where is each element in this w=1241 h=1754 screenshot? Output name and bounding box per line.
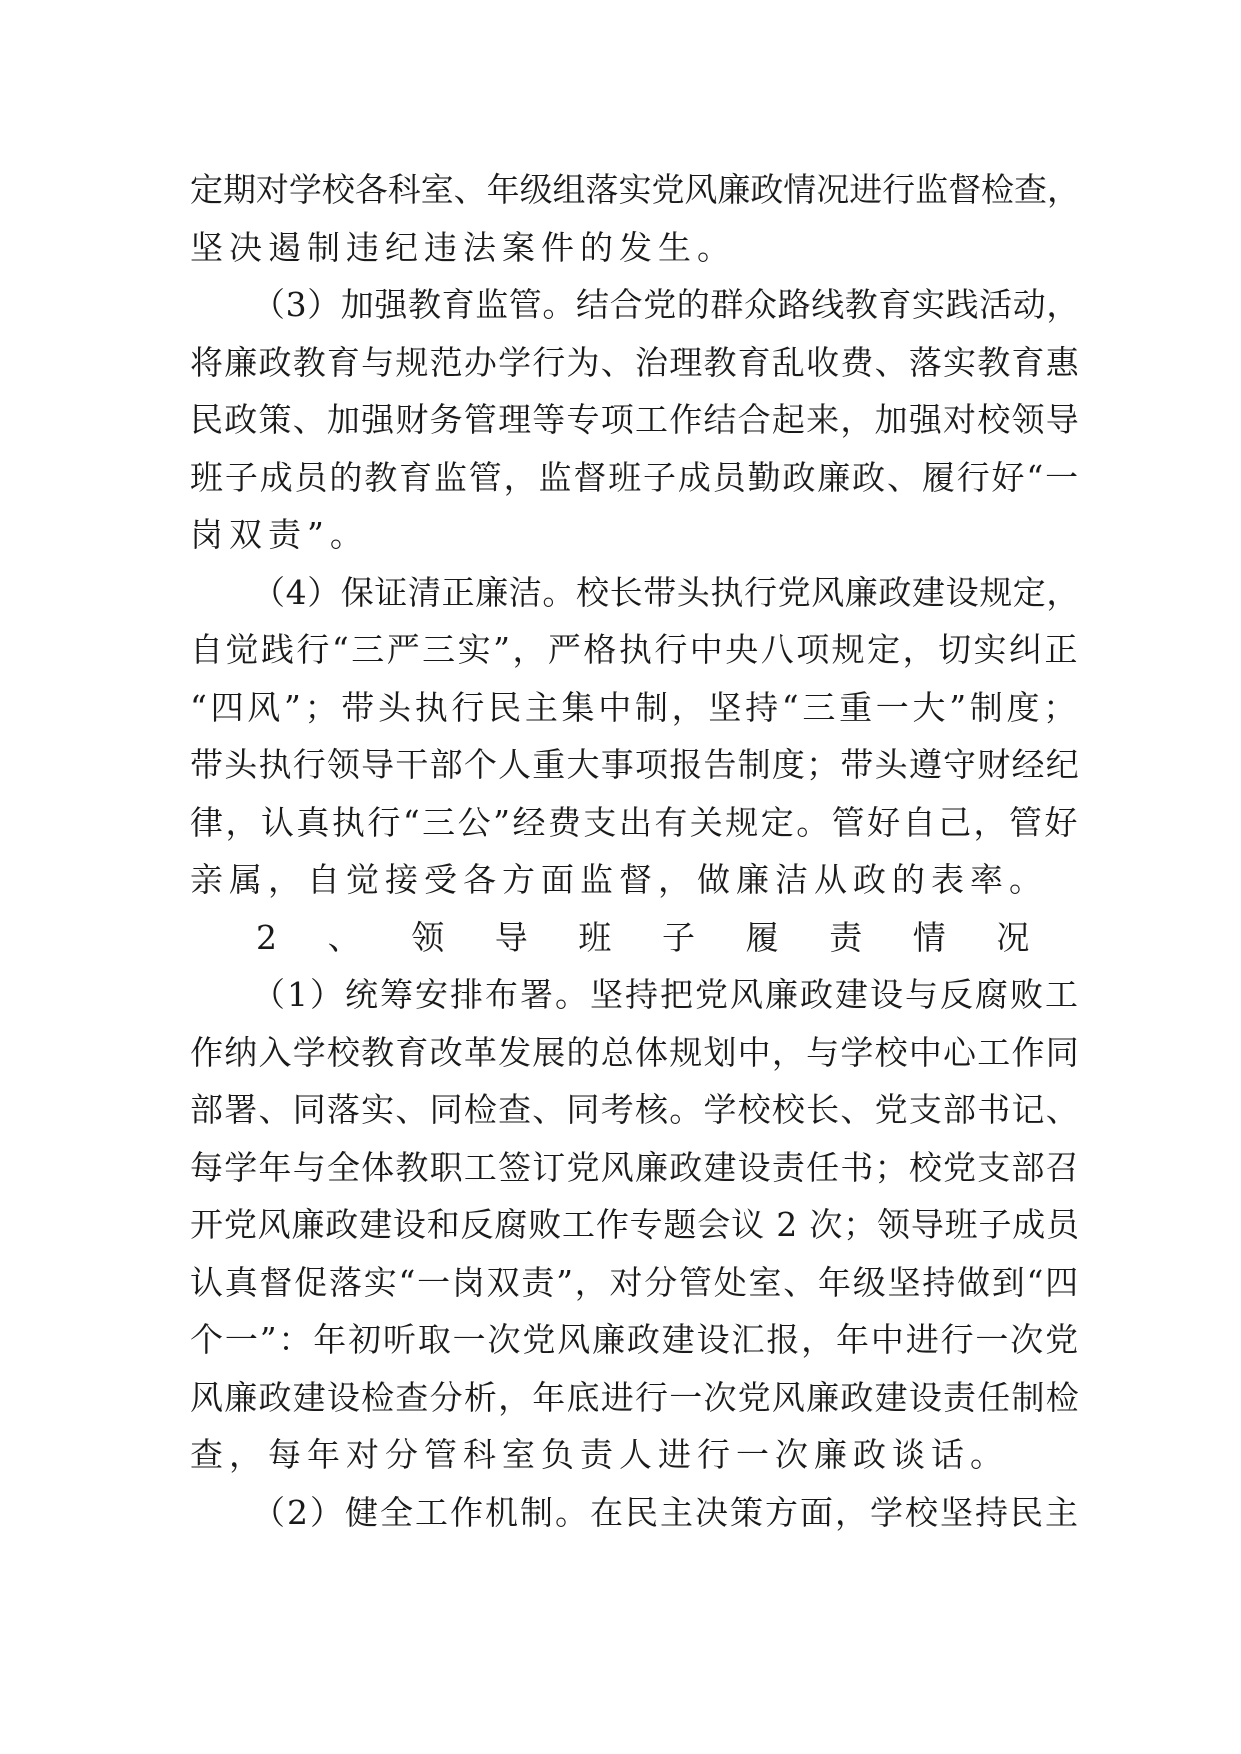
paragraph-line: 律，认真执行“三公”经费支出有关规定。管好自己，管好 (190, 802, 1080, 842)
paragraph-line: （3）加强教育监管。结合党的群众路线教育实践活动， (252, 285, 1080, 324)
paragraph-line: 定期对学校各科室、年级组落实党风廉政情况进行监督检查， (190, 170, 1080, 209)
paragraph-line: （2）健全工作机制。在民主决策方面，学校坚持民主 (252, 1492, 1080, 1532)
paragraph-line: （4）保证清正廉洁。校长带头执行党风廉政建设规定， (252, 572, 1080, 612)
paragraph-line: 将廉政教育与规范办学行为、治理教育乱收费、落实教育惠 (190, 342, 1080, 382)
paragraph-line: 坚决遏制违纪违法案件的发生。 (190, 227, 736, 267)
paragraph-line: 开党风廉政建设和反腐败工作专题会议 2 次；领导班子成员 (190, 1205, 1080, 1244)
paragraph-line: 认真督促落实“一岗双责”，对分管处室、年级坚持做到“四 (190, 1262, 1080, 1302)
paragraph-line: 个一”：年初听取一次党风廉政建设汇报，年中进行一次党 (190, 1320, 1080, 1359)
document-body (190, 161, 1080, 1541)
paragraph-line: 风廉政建设检查分析，年底进行一次党风廉政建设责任制检 (190, 1377, 1080, 1417)
paragraph-line: “四风”；带头执行民主集中制，坚持“三重一大”制度； (190, 687, 1080, 727)
paragraph-line: 民政策、加强财务管理等专项工作结合起来，加强对校领导 (190, 400, 1080, 439)
paragraph-line: 每学年与全体教职工签订党风廉政建设责任书；校党支部召 (190, 1147, 1080, 1187)
paragraph-line: 亲属，自觉接受各方面监督，做廉洁从政的表率。 (190, 860, 1048, 899)
paragraph-line: 查，每年对分管科室负责人进行一次廉政谈话。 (190, 1435, 1009, 1474)
paragraph-line: 部署、同落实、同检查、同考核。学校校长、党支部书记、 (190, 1090, 1080, 1129)
section-heading: 2、领导班子履责情况 (256, 917, 1080, 957)
paragraph-line: （1）统筹安排布署。坚持把党风廉政建设与反腐败工 (252, 975, 1080, 1014)
paragraph-line: 岗双责”。 (190, 515, 369, 554)
paragraph-line: 带头执行领导干部个人重大事项报告制度；带头遵守财经纪 (190, 745, 1080, 784)
paragraph-line: 自觉践行“三严三实”，严格执行中央八项规定，切实纠正 (190, 630, 1080, 669)
paragraph-line: 作纳入学校教育改革发展的总体规划中，与学校中心工作同 (190, 1032, 1080, 1072)
paragraph-line: 班子成员的教育监管，监督班子成员勤政廉政、履行好“一 (190, 457, 1080, 497)
